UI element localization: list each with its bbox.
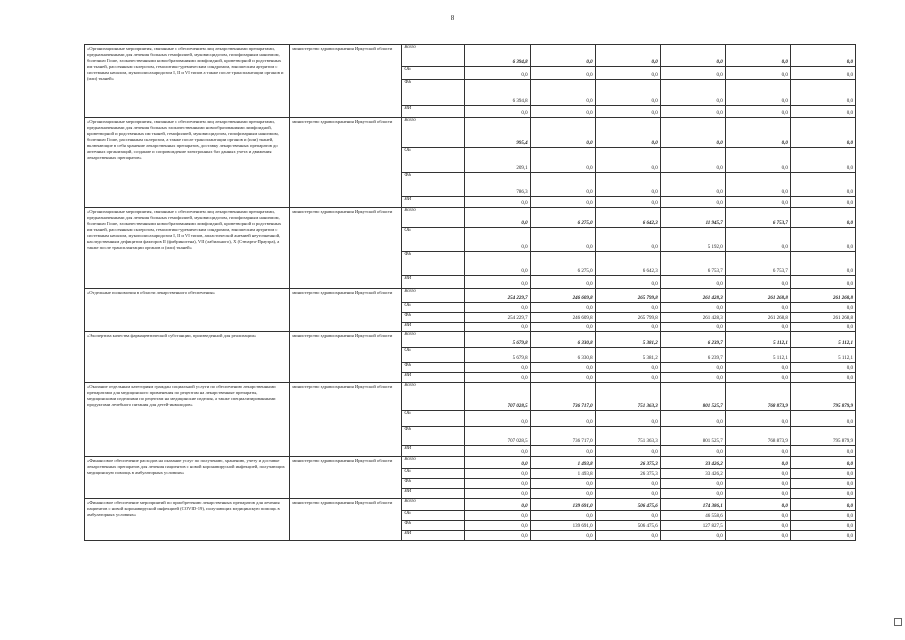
value-cell: 0,0 [595,373,660,383]
value-cell: 0,0 [465,208,530,228]
value-cell: 0,0 [465,67,530,80]
value-cell: 0,0 [595,511,660,521]
value-cell: 5 112,1 [725,332,790,348]
value-cell: 801 525,7 [660,427,725,446]
value-cell: 0,0 [595,173,660,197]
executor-name: министерство здравоохранения Иркутской области [290,118,402,208]
value-cell: 0,0 [725,373,790,383]
value-cell: 0,0 [725,511,790,521]
value-cell: 6 642,3 [595,252,660,276]
measure-description: «Организационные мероприятия, связанные с обеспечением лиц лекарственными препаратами, предназначенными для лечения больных гемофилией, муковисцидозом, гипофизарным нанизмом, болезнью Гоше, злокачественными новообразованиями лимфоидной, кроветворной и родственных им тканей, рассеянным склерозом, гемолитико-уремическим синдромом, юношеским артритом с системным началом, мукополисахаридозом I, II и VI типов а также после трансплантации органов и (или) тканей» [85,45,290,118]
funding-source-label: ФБ [402,173,465,197]
funding-source-label: ИИ [402,489,465,499]
table-row [85,208,856,228]
value-cell: 506 475,6 [595,499,660,511]
value-cell: 246 609,8 [530,289,595,303]
value-cell: 0,0 [530,323,595,332]
budget-table [84,44,856,541]
value-cell: 0,0 [660,531,725,541]
value-cell: 506 475,6 [595,521,660,531]
value-cell: 0,0 [660,118,725,148]
value-cell: 26 375,3 [595,469,660,479]
value-cell: 209,1 [465,148,530,173]
value-cell: 0,0 [790,363,855,373]
funding-source-label: ИИ [402,106,465,118]
value-cell: 6 275,0 [530,252,595,276]
value-cell: 5 679,8 [465,332,530,348]
table-row [85,499,856,511]
value-cell: 0,0 [530,489,595,499]
value-cell: 0,0 [595,446,660,457]
value-cell: 786,3 [465,173,530,197]
value-cell: 265 799,8 [595,289,660,303]
value-cell: 0,0 [725,228,790,252]
value-cell: 0,0 [790,373,855,383]
funding-source-label: ИИ [402,373,465,383]
value-cell: 0,0 [790,521,855,531]
executor-name: министерство здравоохранения Иркутской области [290,457,402,499]
value-cell: 0,0 [725,363,790,373]
value-cell: 0,0 [790,457,855,469]
measure-description: «Организационные мероприятия, связанные с обеспечением лиц лекарственными препаратами, предназначенными для лечения больных гемофилией, муковисцидозом, гипофизарным нанизмом, болезнью Гоше, злокачественными новообразованиями лимфоидной, кроветворной и родственных им тканей, рассеянным склерозом, гемолитико-уремическим синдромом, юношеским артритом с системным началом, мукополисахаридозом I, II и VI типов, апластической анемией неуточненной, наследственным дефицитом факторов II (фибриногена), VII (лабильного), X (Стюарта-Прауэра), а также после трансплантации органов и (или) тканей» [85,208,290,289]
value-cell: 0,0 [790,323,855,332]
value-cell: 0,0 [725,479,790,489]
table-row [85,118,856,148]
value-cell: 0,0 [660,303,725,313]
value-cell: 261 268,8 [790,289,855,303]
value-cell: 736 717,0 [530,427,595,446]
measure-description: «Отдельные полномочия в области лекарственного обеспечения» [85,289,290,332]
value-cell: 0,0 [725,276,790,289]
value-cell: 0,0 [595,106,660,118]
value-cell: 0,0 [660,197,725,208]
value-cell: 0,0 [530,303,595,313]
value-cell: 0,0 [530,197,595,208]
value-cell: 0,0 [790,489,855,499]
value-cell: 0,0 [725,118,790,148]
value-cell: 33 426,2 [660,457,725,469]
value-cell: 707 028,5 [465,383,530,411]
value-cell: 0,0 [530,173,595,197]
value-cell: 0,0 [660,373,725,383]
value-cell: 261 268,8 [725,313,790,323]
value-cell: 5 112,1 [790,332,855,348]
value-cell: 0,0 [790,276,855,289]
value-cell: 0,0 [465,106,530,118]
value-cell: 0,0 [725,148,790,173]
value-cell: 0,0 [530,148,595,173]
value-cell: 0,0 [465,303,530,313]
value-cell: 0,0 [790,511,855,521]
value-cell: 6 753,7 [725,208,790,228]
funding-source-label: ИИ [402,446,465,457]
value-cell: 139 691,0 [530,521,595,531]
value-cell: 0,0 [595,479,660,489]
value-cell: 1 493,8 [530,469,595,479]
value-cell: 707 028,5 [465,427,530,446]
value-cell: 6 394,8 [465,80,530,106]
funding-source-label: ИИ [402,276,465,289]
value-cell: 0,0 [660,45,725,67]
value-cell: 0,0 [465,252,530,276]
funding-source-label: ФБ [402,479,465,489]
value-cell: 5 679,8 [465,348,530,363]
value-cell: 0,0 [530,67,595,80]
funding-source-label: ОБ [402,411,465,427]
value-cell: 6 275,0 [530,208,595,228]
value-cell: 0,0 [660,80,725,106]
value-cell: 0,0 [530,363,595,373]
value-cell: 0,0 [530,118,595,148]
value-cell: 0,0 [465,469,530,479]
value-cell: 0,0 [790,252,855,276]
value-cell: 0,0 [660,276,725,289]
value-cell: 0,0 [660,479,725,489]
funding-source-label: Всего [402,332,465,348]
value-cell: 0,0 [465,323,530,332]
value-cell: 0,0 [660,106,725,118]
value-cell: 0,0 [465,363,530,373]
value-cell: 33 426,2 [660,469,725,479]
value-cell: 0,0 [790,197,855,208]
value-cell: 0,0 [790,106,855,118]
value-cell: 0,0 [725,489,790,499]
value-cell: 5 112,1 [725,348,790,363]
value-cell: 768 873,9 [725,383,790,411]
value-cell: 0,0 [660,411,725,427]
funding-source-label: ИИ [402,323,465,332]
table-row [85,332,856,348]
value-cell: 0,0 [725,469,790,479]
funding-source-label: ОБ [402,148,465,173]
value-cell: 0,0 [790,531,855,541]
value-cell: 0,0 [660,489,725,499]
value-cell: 0,0 [465,531,530,541]
value-cell: 0,0 [725,67,790,80]
value-cell: 0,0 [725,323,790,332]
value-cell: 751 363,3 [595,427,660,446]
value-cell: 1 493,8 [530,457,595,469]
funding-source-label: ИИ [402,197,465,208]
value-cell: 261 428,3 [660,289,725,303]
value-cell: 0,0 [725,457,790,469]
funding-source-label: ФБ [402,521,465,531]
value-cell: 0,0 [660,148,725,173]
funding-source-label: ОБ [402,348,465,363]
value-cell: 6 330,8 [530,348,595,363]
funding-source-label: ФБ [402,313,465,323]
value-cell: 0,0 [530,511,595,521]
value-cell: 0,0 [790,80,855,106]
value-cell: 0,0 [725,80,790,106]
value-cell: 0,0 [530,106,595,118]
value-cell: 0,0 [530,531,595,541]
value-cell: 0,0 [725,173,790,197]
value-cell: 0,0 [595,276,660,289]
value-cell: 0,0 [725,45,790,67]
value-cell: 0,0 [595,489,660,499]
funding-source-label: Всего [402,499,465,511]
funding-source-label: ФБ [402,363,465,373]
value-cell: 0,0 [530,373,595,383]
value-cell: 0,0 [660,67,725,80]
value-cell: 0,0 [465,521,530,531]
value-cell: 0,0 [465,457,530,469]
value-cell: 261 428,3 [660,313,725,323]
value-cell: 6 753,7 [725,252,790,276]
value-cell: 0,0 [790,173,855,197]
value-cell: 0,0 [725,411,790,427]
value-cell: 0,0 [790,67,855,80]
value-cell: 0,0 [465,499,530,511]
funding-source-label: ФБ [402,252,465,276]
funding-source-label: ОБ [402,228,465,252]
value-cell: 0,0 [725,303,790,313]
funding-source-label: ОБ [402,67,465,80]
value-cell: 0,0 [530,446,595,457]
executor-name: министерство здравоохранения Иркутской области [290,383,402,457]
funding-source-label: Всего [402,289,465,303]
value-cell: 0,0 [790,411,855,427]
value-cell: 5 192,0 [660,228,725,252]
value-cell: 265 799,8 [595,313,660,323]
value-cell: 795 879,9 [790,427,855,446]
value-cell: 246 609,8 [530,313,595,323]
measure-description: «Экспертиза качества фармацевтической субстанции, произведенной для реализации» [85,332,290,383]
value-cell: 0,0 [595,411,660,427]
measure-description: «Финансовое обеспечение расходов на оказание услуг по получению, хранению, учету и доставке лекарственных препаратов для лечения пациентов с новой коронавирусной инфекцией, получающих медицинскую помощь в амбулаторных условиях» [85,457,290,499]
funding-source-label: Всего [402,383,465,411]
funding-source-label: ФБ [402,80,465,106]
value-cell: 0,0 [595,228,660,252]
value-cell: 5 381,2 [595,348,660,363]
table-row [85,457,856,469]
value-cell: 768 873,9 [725,427,790,446]
value-cell: 0,0 [595,531,660,541]
value-cell: 0,0 [660,446,725,457]
measure-description: «Финансовое обеспечение мероприятий по приобретению лекарственных препаратов для лечения пациентов с новой коронавирусной инфекцией (COVID-19), получающих медицинскую помощь в амбулаторных условиях» [85,499,290,541]
funding-source-label: ОБ [402,303,465,313]
value-cell: 0,0 [790,446,855,457]
value-cell: 0,0 [790,45,855,67]
value-cell: 0,0 [595,148,660,173]
value-cell: 139 691,0 [530,499,595,511]
value-cell: 0,0 [595,67,660,80]
value-cell: 0,0 [790,148,855,173]
measure-description: «Оказание отдельным категориям граждан социальной услуги по обеспечению лекарственными препаратами для медицинского применения по рецептам на лекарственные препараты, медицинскими изделиями по рецептам на медицинские изделия, а также специализированными продуктами лечебного питания для детей-инвалидов» [85,383,290,457]
value-cell: 0,0 [790,228,855,252]
value-cell: 261 268,8 [790,313,855,323]
value-cell: 254 229,7 [465,289,530,303]
value-cell: 0,0 [660,173,725,197]
value-cell: 11 945,7 [660,208,725,228]
corner-mark [894,618,902,626]
value-cell: 5 381,2 [595,332,660,348]
funding-source-label: ФБ [402,427,465,446]
value-cell: 801 525,7 [660,383,725,411]
value-cell: 46 558,6 [660,511,725,521]
value-cell: 0,0 [660,323,725,332]
value-cell: 6 642,3 [595,208,660,228]
value-cell: 0,0 [725,106,790,118]
table-body [85,45,856,541]
value-cell: 0,0 [725,499,790,511]
value-cell: 795 879,9 [790,383,855,411]
value-cell: 261 268,8 [725,289,790,303]
value-cell: 6 753,7 [660,252,725,276]
value-cell: 0,0 [530,411,595,427]
executor-name: министерство здравоохранения Иркутской области [290,332,402,383]
funding-source-label: ОБ [402,511,465,521]
value-cell: 0,0 [465,228,530,252]
value-cell: 0,0 [790,208,855,228]
funding-source-label: Всего [402,208,465,228]
value-cell: 0,0 [725,446,790,457]
value-cell: 0,0 [465,373,530,383]
value-cell: 0,0 [465,276,530,289]
table-row [85,383,856,411]
value-cell: 0,0 [530,479,595,489]
value-cell: 127 827,5 [660,521,725,531]
value-cell: 0,0 [790,469,855,479]
value-cell: 0,0 [465,511,530,521]
value-cell: 0,0 [660,363,725,373]
page-number: 8 [450,14,455,22]
value-cell: 0,0 [530,80,595,106]
value-cell: 0,0 [465,489,530,499]
value-cell: 0,0 [595,80,660,106]
value-cell: 0,0 [595,45,660,67]
value-cell: 6 394,8 [465,45,530,67]
value-cell: 995,4 [465,118,530,148]
value-cell: 0,0 [465,479,530,489]
value-cell: 0,0 [530,228,595,252]
value-cell: 0,0 [595,197,660,208]
funding-source-label: Всего [402,118,465,148]
funding-source-label: Всего [402,457,465,469]
value-cell: 254 229,7 [465,313,530,323]
value-cell: 0,0 [595,303,660,313]
value-cell: 0,0 [595,323,660,332]
value-cell: 0,0 [465,197,530,208]
table-row [85,45,856,67]
table-row [85,289,856,303]
value-cell: 0,0 [790,499,855,511]
value-cell: 6 330,8 [530,332,595,348]
value-cell: 736 717,0 [530,383,595,411]
funding-source-label: Всего [402,45,465,67]
value-cell: 0,0 [725,521,790,531]
value-cell: 0,0 [790,303,855,313]
value-cell: 0,0 [790,118,855,148]
value-cell: 5 112,1 [790,348,855,363]
value-cell: 6 239,7 [660,332,725,348]
value-cell: 0,0 [595,363,660,373]
measure-description: «Организационные мероприятия, связанные с обеспечением лиц лекарственными препаратами, предназначенными для лечения больных злокачественными новообразованиями лимфоидной, кроветворной и родственных им тканей, гемофилией, муковисцидозом, гипофизарным нанизмом, болезнью Гоше, рассеянным склерозом, а также после трансплантации органов и (или) тканей, включающие в себя хранение лекарственных препаратов, доставку лекарственных препаратов до аптечных организаций, создание и сопровождение электронных баз данных учета и движения лекарственных препаратов» [85,118,290,208]
executor-name: министерство здравоохранения Иркутской области [290,45,402,118]
funding-source-label: ИИ [402,531,465,541]
executor-name: министерство здравоохранения Иркутской области [290,499,402,541]
value-cell: 751 363,3 [595,383,660,411]
value-cell: 0,0 [530,276,595,289]
value-cell: 6 239,7 [660,348,725,363]
value-cell: 174 386,1 [660,499,725,511]
value-cell: 0,0 [790,479,855,489]
funding-source-label: ОБ [402,469,465,479]
value-cell: 0,0 [465,446,530,457]
value-cell: 26 375,3 [595,457,660,469]
value-cell: 0,0 [595,118,660,148]
executor-name: министерство здравоохранения Иркутской области [290,208,402,289]
executor-name: министерство здравоохранения Иркутской области [290,289,402,332]
value-cell: 0,0 [725,197,790,208]
value-cell: 0,0 [725,531,790,541]
value-cell: 0,0 [465,411,530,427]
value-cell: 0,0 [530,45,595,67]
